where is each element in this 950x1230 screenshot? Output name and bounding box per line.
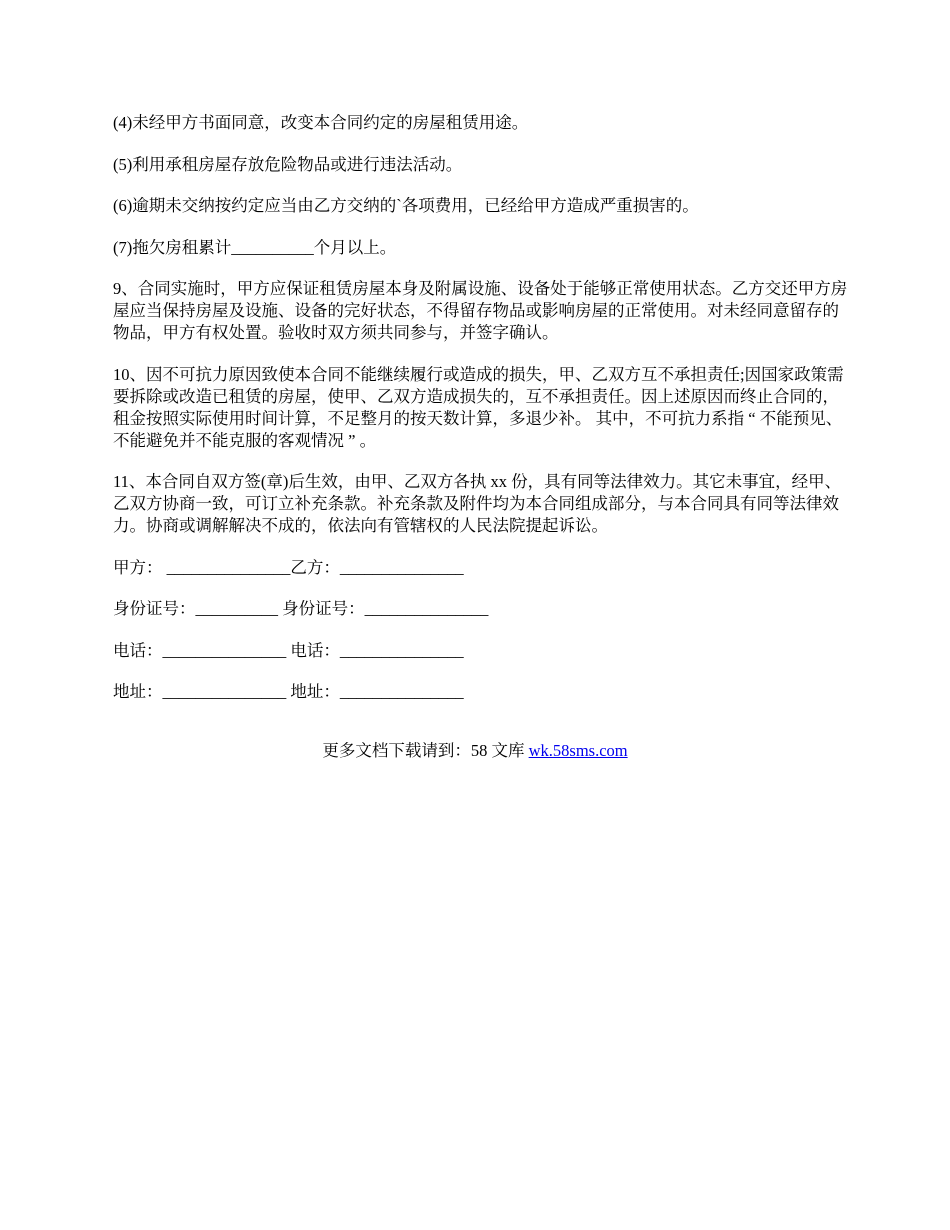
article-11: 11、本合同自双方签(章)后生效，由甲、乙双方各执 xx 份，具有同等法律效力。其它未事宜，经甲、乙双方协商一致，可订立补充条款。补充条款及附件均为本合同组成部分，与本合同具有同等法律效力。协商或调解解决不成的，依法向有管辖权的人民法院提起诉讼。 [113, 472, 842, 535]
article-10: 10、因不可抗力原因致使本合同不能继续履行或造成的损失，甲、乙双方互不承担责任;因国家政策需要拆除或改造已租赁的房屋，使甲、乙双方造成损失的，互不承担责任。因上述原因而终止合同的，租金按照实际使用时间计算，不足整月的按天数计算，多退少补。 其中，不可抗力系指 “ 不能预见、不能避免并不能克服的客观情况 ” 。 [113, 364, 844, 450]
signature-party-line: 甲方： _______________乙方：_______________ [113, 557, 464, 577]
download-footer [0, 740, 950, 762]
clause-4: (4)未经甲方书面同意，改变本合同约定的房屋租赁用途。 [113, 113, 529, 132]
clause-5: (5)利用承租房屋存放危险物品或进行违法活动。 [113, 154, 463, 174]
signature-address-line: 地址：_______________ 地址：_______________ [113, 682, 464, 701]
clause-6: (6)逾期未交纳按约定应当由乙方交纳的`各项费用，已经给甲方造成严重损害的。 [113, 196, 699, 215]
article-9: 9、合同实施时，甲方应保证租赁房屋本身及附属设施、设备处于能够正常使用状态。乙方交还甲方房屋应当保持房屋及设施、设备的完好状态，不得留存物品或影响房屋的正常使用。对未经同意留存的物品，甲方有权处置。验收时双方须共同参与，并签字确认。 [113, 279, 848, 342]
signature-id-line: 身份证号：__________ 身份证号：_______________ [113, 599, 489, 618]
footer-link[interactable]: wk.58sms.com [528, 741, 628, 760]
footer-text: 更多文档下载请到：58 文库 [322, 741, 529, 760]
clause-7: (7)拖欠房租累计__________个月以上。 [113, 237, 397, 257]
document-body [113, 112, 853, 723]
signature-phone-line: 电话：_______________ 电话：_______________ [113, 640, 464, 660]
